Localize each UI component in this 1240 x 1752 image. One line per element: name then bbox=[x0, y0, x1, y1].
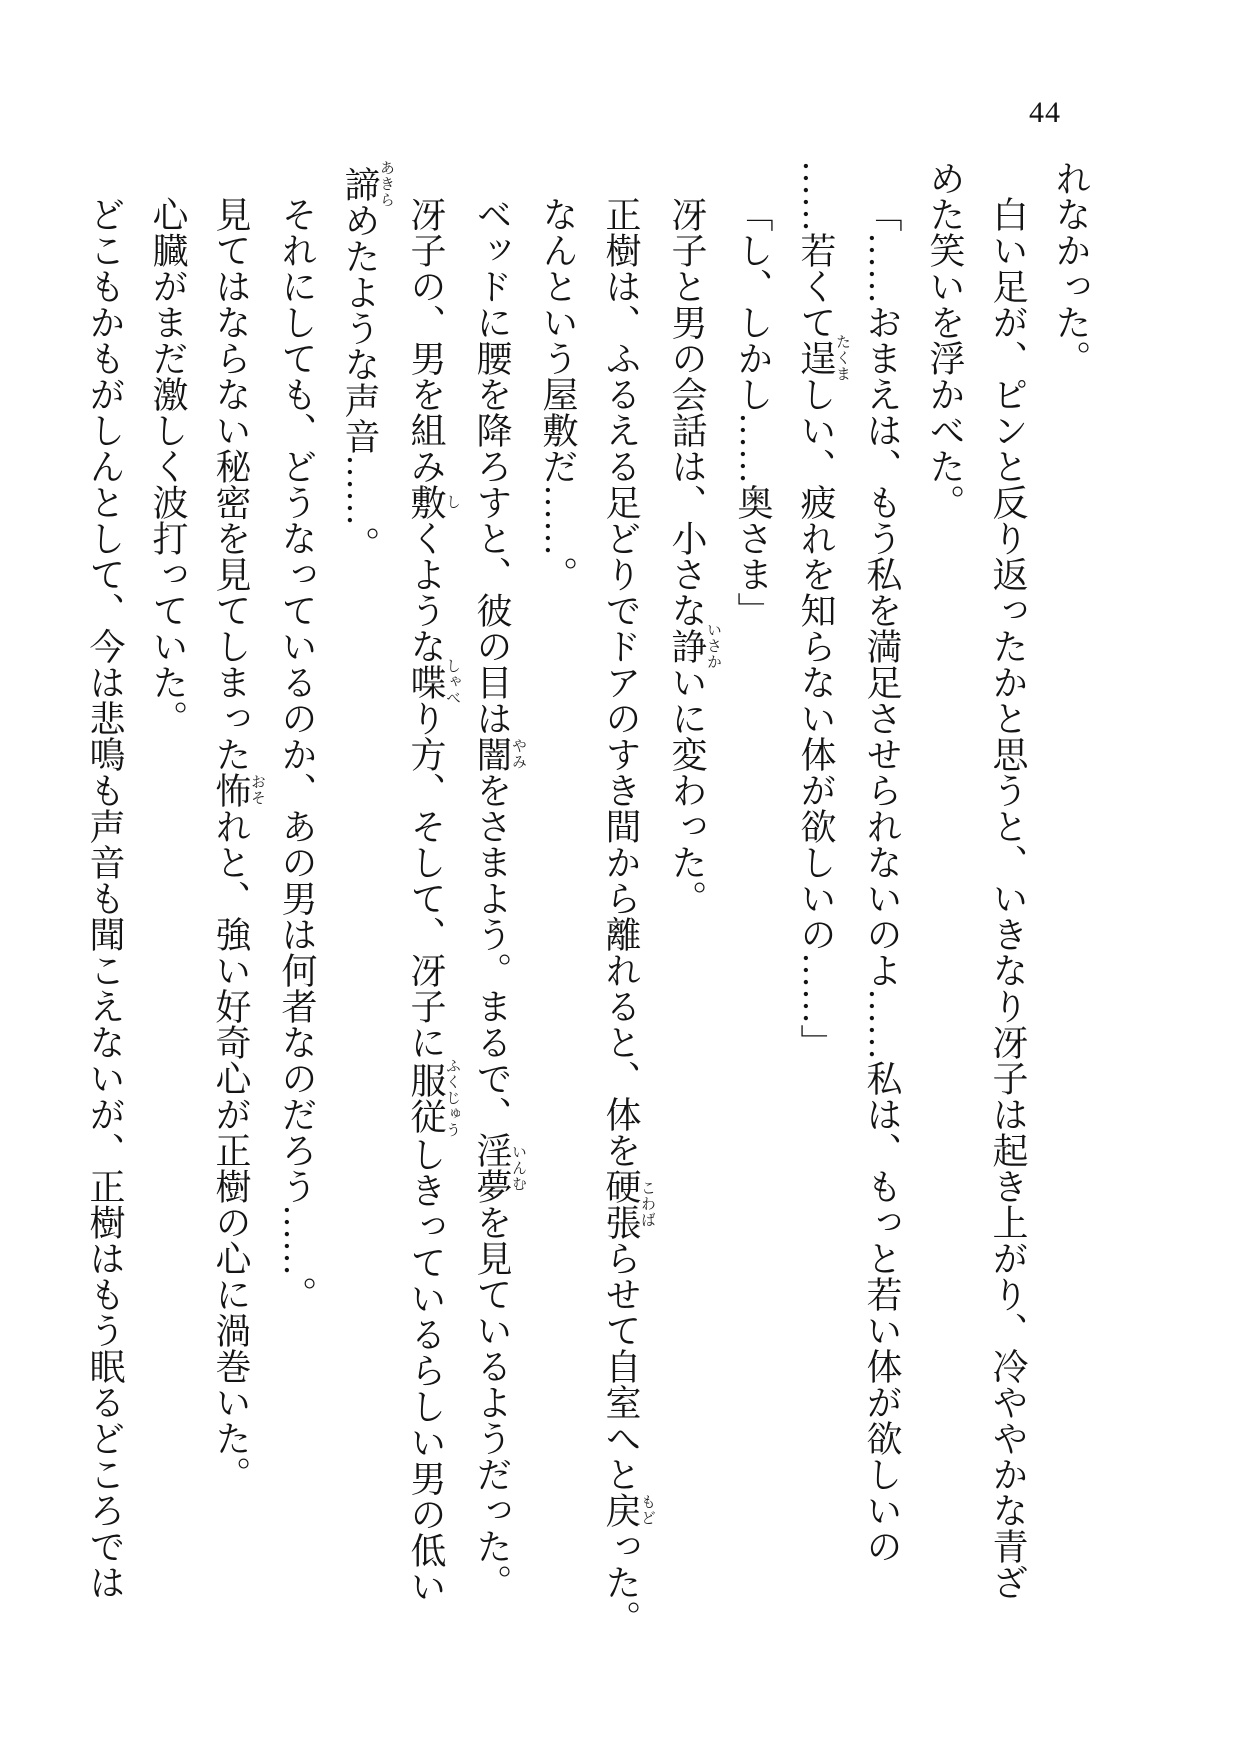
furigana-ruby: 敷し bbox=[406, 484, 460, 520]
text-line-3: めた笑いを浮かべた。 bbox=[925, 160, 965, 520]
furigana-ruby: 諦あきら bbox=[340, 160, 394, 208]
furigana-ruby: 諍いさか bbox=[667, 622, 721, 670]
furigana-ruby: 戻もど bbox=[601, 1492, 655, 1528]
text-line-1: れなかった。 bbox=[1051, 160, 1091, 376]
text-line-6: 「し、しかし……奥さま」 bbox=[733, 196, 773, 628]
text-line-14: 見てはならない秘密を見てしまった怖おそれと、強い好奇心が正樹の心に渦巻いた。 bbox=[211, 196, 265, 1492]
text-line-13: それにしても、どうなっているのか、あの男は何者なのだろう……。 bbox=[277, 196, 317, 1312]
text-line-11: 冴子の、男を組み敷しくような喋しゃべり方、そして、冴子に服従ふくじゅうしきっているらしい男の低い bbox=[406, 196, 460, 1604]
furigana-ruby: 闇やみ bbox=[472, 736, 526, 772]
furigana-ruby: 服従ふくじゅう bbox=[406, 1058, 460, 1138]
furigana-ruby: 逞たくま bbox=[796, 334, 850, 382]
text-line-7: 冴子と男の会話は、小さな諍いさかいに変わった。 bbox=[667, 196, 721, 916]
furigana-ruby: 淫夢いんむ bbox=[472, 1132, 526, 1204]
text-line-15: 心臓がまだ激しく波打っていた。 bbox=[148, 196, 188, 736]
text-line-2: 白い足が、ピンと反り返ったかと思うと、いきなり冴子は起き上がり、冷ややかな青ざ bbox=[988, 196, 1028, 1600]
text-line-4: 「……おまえは、もう私を満足させられないのよ……私は、もっと若い体が欲しいの bbox=[862, 196, 902, 1564]
furigana-ruby: 喋しゃべ bbox=[406, 658, 460, 706]
furigana-ruby: 怖おそ bbox=[211, 772, 265, 808]
text-line-5: ……若くて逞たくましい、疲れを知らない体が欲しいの……」 bbox=[796, 160, 850, 1060]
page-number: 44 bbox=[1029, 96, 1061, 129]
text-line-10: ベッドに腰を降ろすと、彼の目は闇やみをさまよう。まるで、淫夢いんむを見ているようだった。 bbox=[472, 196, 526, 1600]
furigana-ruby: 硬張こわば bbox=[601, 1168, 655, 1240]
text-block bbox=[73, 160, 1102, 1700]
text-line-16: どこもかもがしんとして、今は悲鳴も声音も聞こえないが、正樹はもう眠るどころでは bbox=[85, 196, 125, 1600]
text-line-8: 正樹は、ふるえる足どりでドアのすき間から離れると、体を硬張こわばらせて自室へと戻もどった。 bbox=[601, 196, 655, 1636]
text-line-9: なんという屋敷だ……。 bbox=[538, 196, 578, 592]
text-line-12: 諦あきらめたような声音……。 bbox=[340, 160, 394, 562]
